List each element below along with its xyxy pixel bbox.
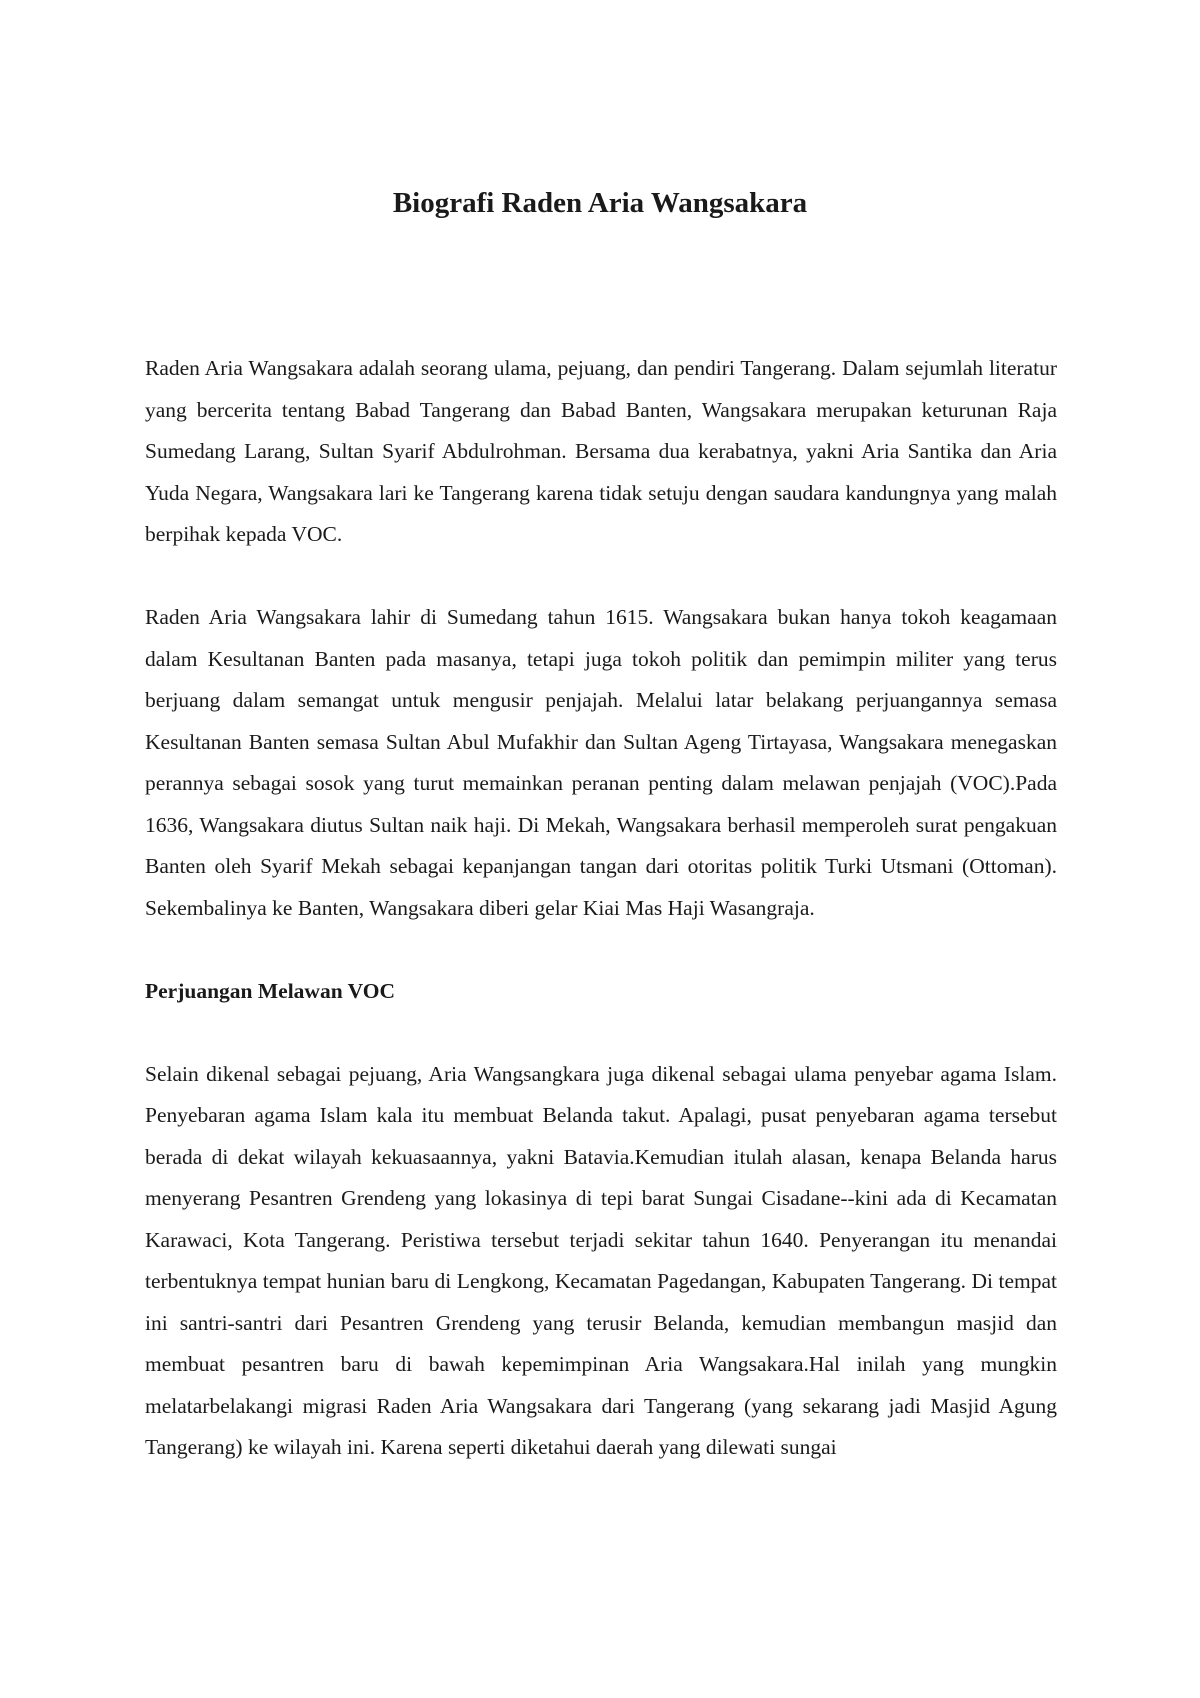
document-body — [145, 348, 1057, 1510]
paragraph-intro: Raden Aria Wangsakara adalah seorang ulama, pejuang, dan pendiri Tangerang. Dalam sejumlah literatur yang bercerita tentang Babad Tangerang dan Babad Banten, Wangsakara merupakan keturunan Raja Sumedang Larang, Sultan Syarif Abdulrohman. Bersama dua kerabatnya, yakni Aria Santika dan Aria Yuda Negara, Wangsakara lari ke Tangerang karena tidak setuju dengan saudara kandungnya yang malah berpihak kepada VOC. — [145, 356, 1057, 546]
section-heading-perjuangan: Perjuangan Melawan VOC — [145, 978, 396, 1003]
paragraph-perjuangan: Selain dikenal sebagai pejuang, Aria Wangsangkara juga dikenal sebagai ulama penyebar agama Islam. Penyebaran agama Islam kala itu membuat Belanda takut. Apalagi, pusat penyebaran agama tersebut berada di dekat wilayah kekuasaannya, yakni Batavia.Kemudian itulah alasan, kenapa Belanda harus menyerang Pesantren Grendeng yang lokasinya di tepi barat Sungai Cisadane--kini ada di Kecamatan Karawaci, Kota Tangerang. Peristiwa tersebut terjadi sekitar tahun 1640. Penyerangan itu menandai terbentuknya tempat hunian baru di Lengkong, Kecamatan Pagedangan, Kabupaten Tangerang. Di tempat ini santri-santri dari Pesantren Grendeng yang terusir Belanda, kemudian membangun masjid dan membuat pesantren baru di bawah kepemimpinan Aria Wangsakara.Hal inilah yang mungkin melatarbelakangi migrasi Raden Aria Wangsakara dari Tangerang (yang sekarang jadi Masjid Agung Tangerang) ke wilayah ini. Karena seperti diketahui daerah yang dilewati sungai — [145, 1061, 1057, 1459]
document-title: Biografi Raden Aria Wangsakara — [392, 187, 808, 219]
paragraph-biography: Raden Aria Wangsakara lahir di Sumedang tahun 1615. Wangsakara bukan hanya tokoh keagamaan dalam Kesultanan Banten pada masanya, tetapi juga tokoh politik dan pemimpin militer yang terus berjuang dalam semangat untuk mengusir penjajah. Melalui latar belakang perjuangannya semasa Kesultanan Banten semasa Sultan Abul Mufakhir dan Sultan Ageng Tirtayasa, Wangsakara menegaskan perannya sebagai sosok yang turut memainkan peranan penting dalam melawan penjajah (VOC).Pada 1636, Wangsakara diutus Sultan naik haji. Di Mekah, Wangsakara berhasil memperoleh surat pengakuan Banten oleh Syarif Mekah sebagai kepanjangan tangan dari otoritas politik Turki Utsmani (Ottoman). Sekembalinya ke Banten, Wangsakara diberi gelar Kiai Mas Haji Wasangraja. — [145, 605, 1057, 920]
